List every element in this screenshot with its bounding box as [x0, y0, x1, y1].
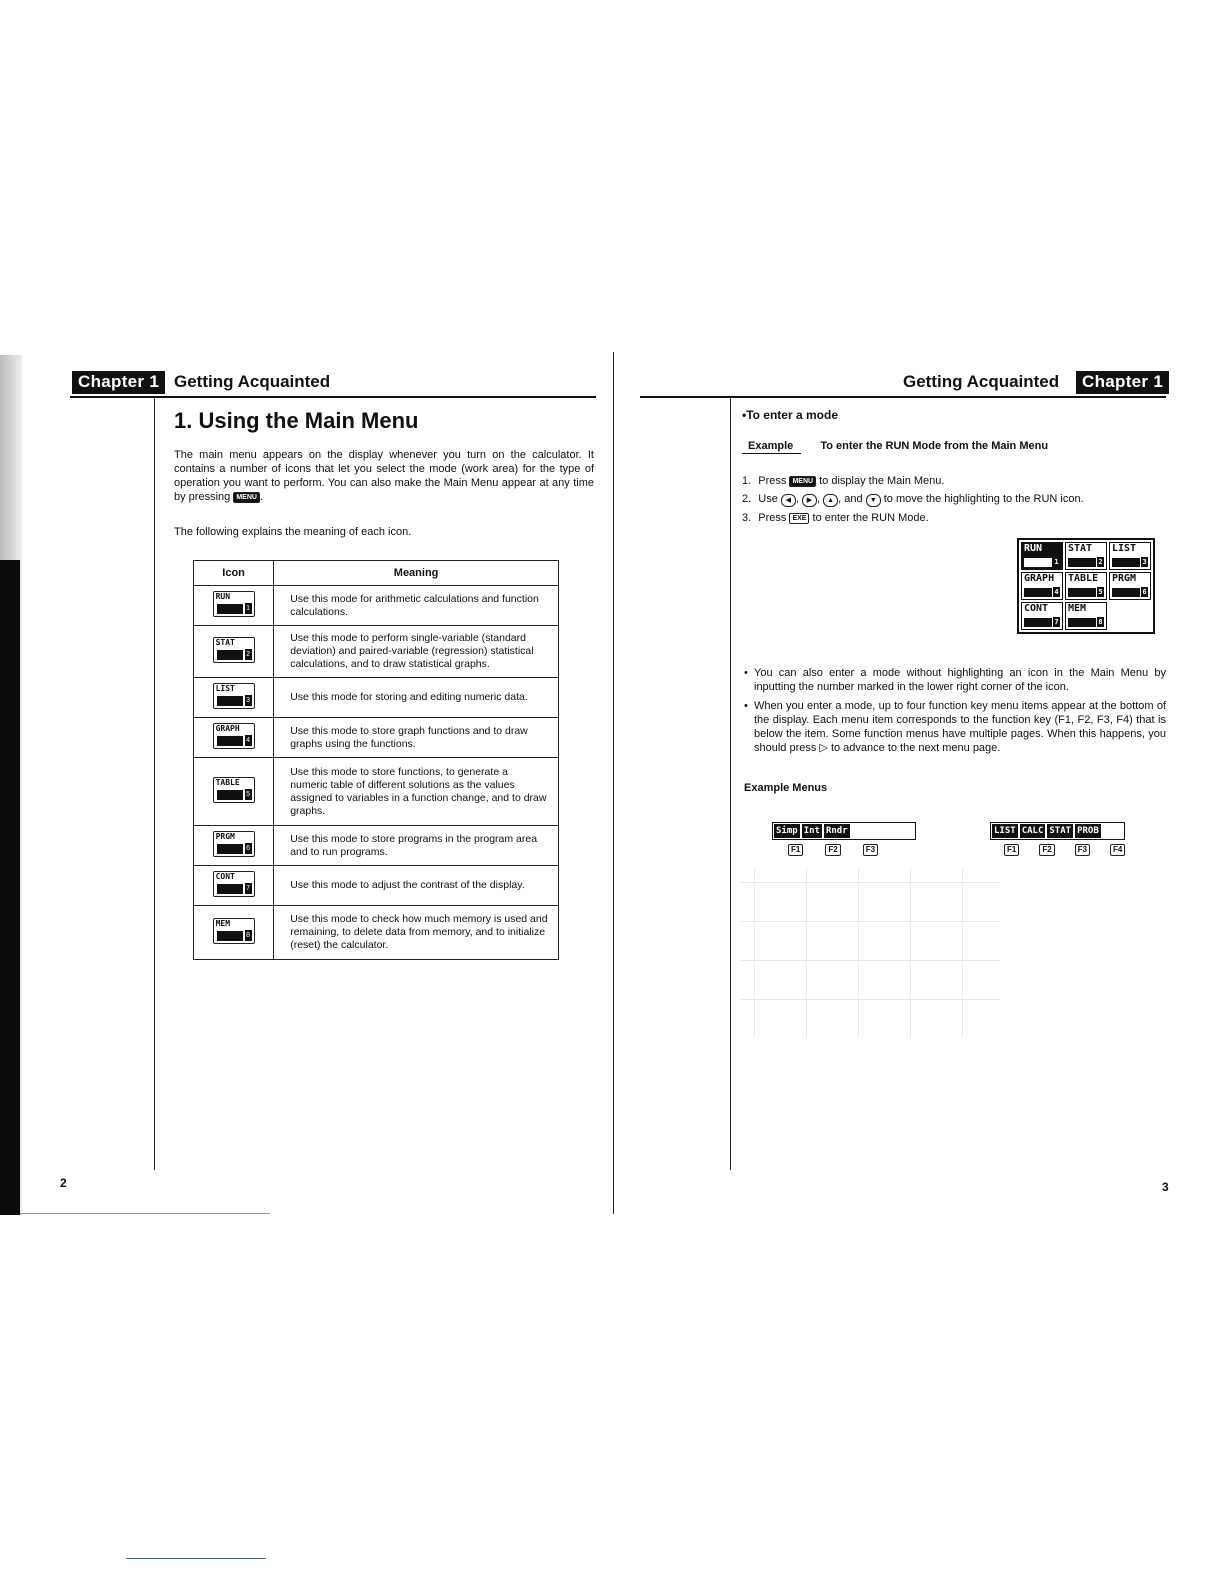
running-head: Getting Acquainted [174, 372, 331, 391]
table-row [194, 718, 559, 758]
right-arrow-key-icon: ▶ [802, 494, 817, 507]
step-1: 1. Press MENU to display the Main Menu. [742, 475, 945, 487]
table-cell-meaning: Use this mode to check how much memory is used and remaining, to delete data from memory, and to initialize (reset) the calculator. [274, 906, 559, 960]
table-cell-meaning: Use this mode for storing and editing numeric data. [274, 678, 559, 718]
f1-key-icon: F1 [788, 844, 803, 856]
table-row [194, 758, 559, 826]
graph-mode-icon: GRAPH 4 [213, 723, 255, 749]
fkeys-b [990, 844, 1125, 856]
page-number: 3 [1162, 1180, 1169, 1194]
table-cell-meaning: Use this mode to perform single-variable (standard deviation) and paired-variable (regression) statistical calculations, and to draw statistical graphs. [274, 626, 559, 678]
table-cell-meaning: Use this mode to store functions, to generate a numeric table of different solutions as the values assigned to variables in a function change, and to draw graphs. [274, 758, 559, 826]
fkeys-a [772, 844, 916, 856]
menu-icon-mem[interactable]: MEM 8 [1065, 602, 1107, 630]
example-label: Example [742, 440, 801, 454]
menu-item-prob: PROB [1077, 826, 1099, 836]
table-row [194, 626, 559, 678]
run-mode-icon: RUN 1 [213, 591, 255, 617]
f3-key-icon: F3 [1075, 844, 1090, 856]
example-title: To enter the RUN Mode from the Main Menu [820, 440, 1049, 452]
stat-mode-icon: STAT 2 [213, 637, 255, 663]
menu-icon-stat[interactable]: STAT 2 [1065, 542, 1107, 570]
col-header-icon: Icon [194, 561, 274, 586]
example-menu-a [772, 822, 916, 856]
table-row [194, 906, 559, 960]
up-arrow-key-icon: ▲ [823, 494, 838, 507]
bottom-rule [20, 1213, 270, 1214]
table-cell-meaning: Use this mode for arithmetic calculations and function calculations. [274, 586, 559, 626]
menu-icon-prgm[interactable]: PRGM 6 [1109, 572, 1151, 600]
chapter-tab: Chapter 1 [1076, 371, 1169, 394]
menu-item-calc: CALC [1021, 826, 1044, 836]
f1-key-icon: F1 [1004, 844, 1019, 856]
exe-key-icon: EXE [789, 513, 809, 524]
col-header-meaning: Meaning [274, 561, 559, 586]
menu-key-icon: MENU [233, 492, 260, 503]
table-row [194, 678, 559, 718]
menu-bar-b [990, 822, 1125, 840]
f2-key-icon: F2 [825, 844, 840, 856]
table-row [194, 586, 559, 626]
menu-bar-a [772, 822, 916, 840]
example-menu-b [990, 822, 1125, 856]
section-title: 1. Using the Main Menu [174, 408, 419, 433]
bleed-through-ghost [740, 868, 1000, 1038]
bullet-2: • When you enter a mode, up to four function key menu items appear at the bottom of the display. Each menu item corresponds to the function key (F1, F2, F3, F4) that is below the item. Some function menus have multiple pages. When this happens, you should press ▷ to advance to the next menu page. [744, 700, 1166, 754]
table-row [194, 866, 559, 906]
intro-paragraph [174, 448, 594, 504]
example-heading [742, 440, 1048, 454]
step-2: 2. Use ◀ , ▶ , ▲ , and ▼ to move the highlighting to the RUN icon. [742, 493, 1084, 505]
example-menus-label: Example Menus [744, 782, 828, 794]
menu-icon-cont[interactable]: CONT 7 [1021, 602, 1063, 630]
right-page [614, 0, 1224, 1584]
following-text: The following explains the meaning of each icon. [174, 526, 412, 538]
subheading: •To enter a mode [742, 408, 838, 422]
intro-text: The main menu appears on the display whenever you turn on the calculator. It contains a number of icons that let you select the mode (work area) for the type of operation you want to perform. You can also make the Main Menu appear at any time by pressing [174, 449, 594, 503]
scan-edge-dark [0, 560, 20, 1215]
icon-table [193, 560, 559, 960]
prgm-mode-icon: PRGM 6 [213, 831, 255, 857]
left-arrow-key-icon: ◀ [781, 494, 796, 507]
table-cell-meaning: Use this mode to store programs in the program area and to run programs. [274, 826, 559, 866]
main-menu-grid [1019, 540, 1153, 632]
menu-icon-list[interactable]: LIST 3 [1109, 542, 1151, 570]
running-head: Getting Acquainted [903, 372, 1060, 391]
table-mode-icon: TABLE 5 [213, 777, 255, 803]
mem-mode-icon: MEM 8 [213, 918, 255, 944]
menu-item-stat: STAT [1049, 826, 1072, 836]
page-number: 2 [60, 1176, 67, 1190]
margin-line [154, 398, 155, 1170]
header-rule [640, 396, 1166, 398]
menu-icon-run[interactable]: RUN 1 [1021, 542, 1063, 570]
menu-icon-graph[interactable]: GRAPH 4 [1021, 572, 1063, 600]
menu-item-list: LIST [994, 826, 1016, 836]
table-row [194, 826, 559, 866]
menu-item-int: Int [803, 826, 820, 836]
cont-mode-icon: CONT 7 [213, 871, 255, 897]
menu-key-icon: MENU [789, 476, 816, 487]
table-cell-meaning: Use this mode to adjust the contrast of the display. [274, 866, 559, 906]
bullet-1: • You can also enter a mode without highlighting an icon in the Main Menu by inputting the number marked in the lower right corner of the icon. [744, 667, 1166, 693]
margin-line [730, 398, 731, 1170]
main-menu-screen [1017, 538, 1155, 634]
f2-key-icon: F2 [1039, 844, 1054, 856]
f4-key-icon: F4 [1110, 844, 1125, 856]
menu-item-rndr: Rndr [825, 826, 848, 836]
list-mode-icon: LIST 3 [213, 683, 255, 709]
bottom-blue-line [126, 1558, 266, 1559]
chapter-tab: Chapter 1 [72, 371, 165, 394]
down-arrow-key-icon: ▼ [866, 494, 881, 507]
table-cell-meaning: Use this mode to store graph functions and to draw graphs using the functions. [274, 718, 559, 758]
header-rule [70, 396, 596, 398]
table-header-row [194, 561, 559, 586]
intro-end: . [259, 491, 264, 503]
f3-key-icon: F3 [863, 844, 878, 856]
step-3: 3. Press EXE to enter the RUN Mode. [742, 512, 929, 524]
menu-icon-table[interactable]: TABLE 5 [1065, 572, 1107, 600]
menu-item-simp: Simp [776, 826, 798, 836]
